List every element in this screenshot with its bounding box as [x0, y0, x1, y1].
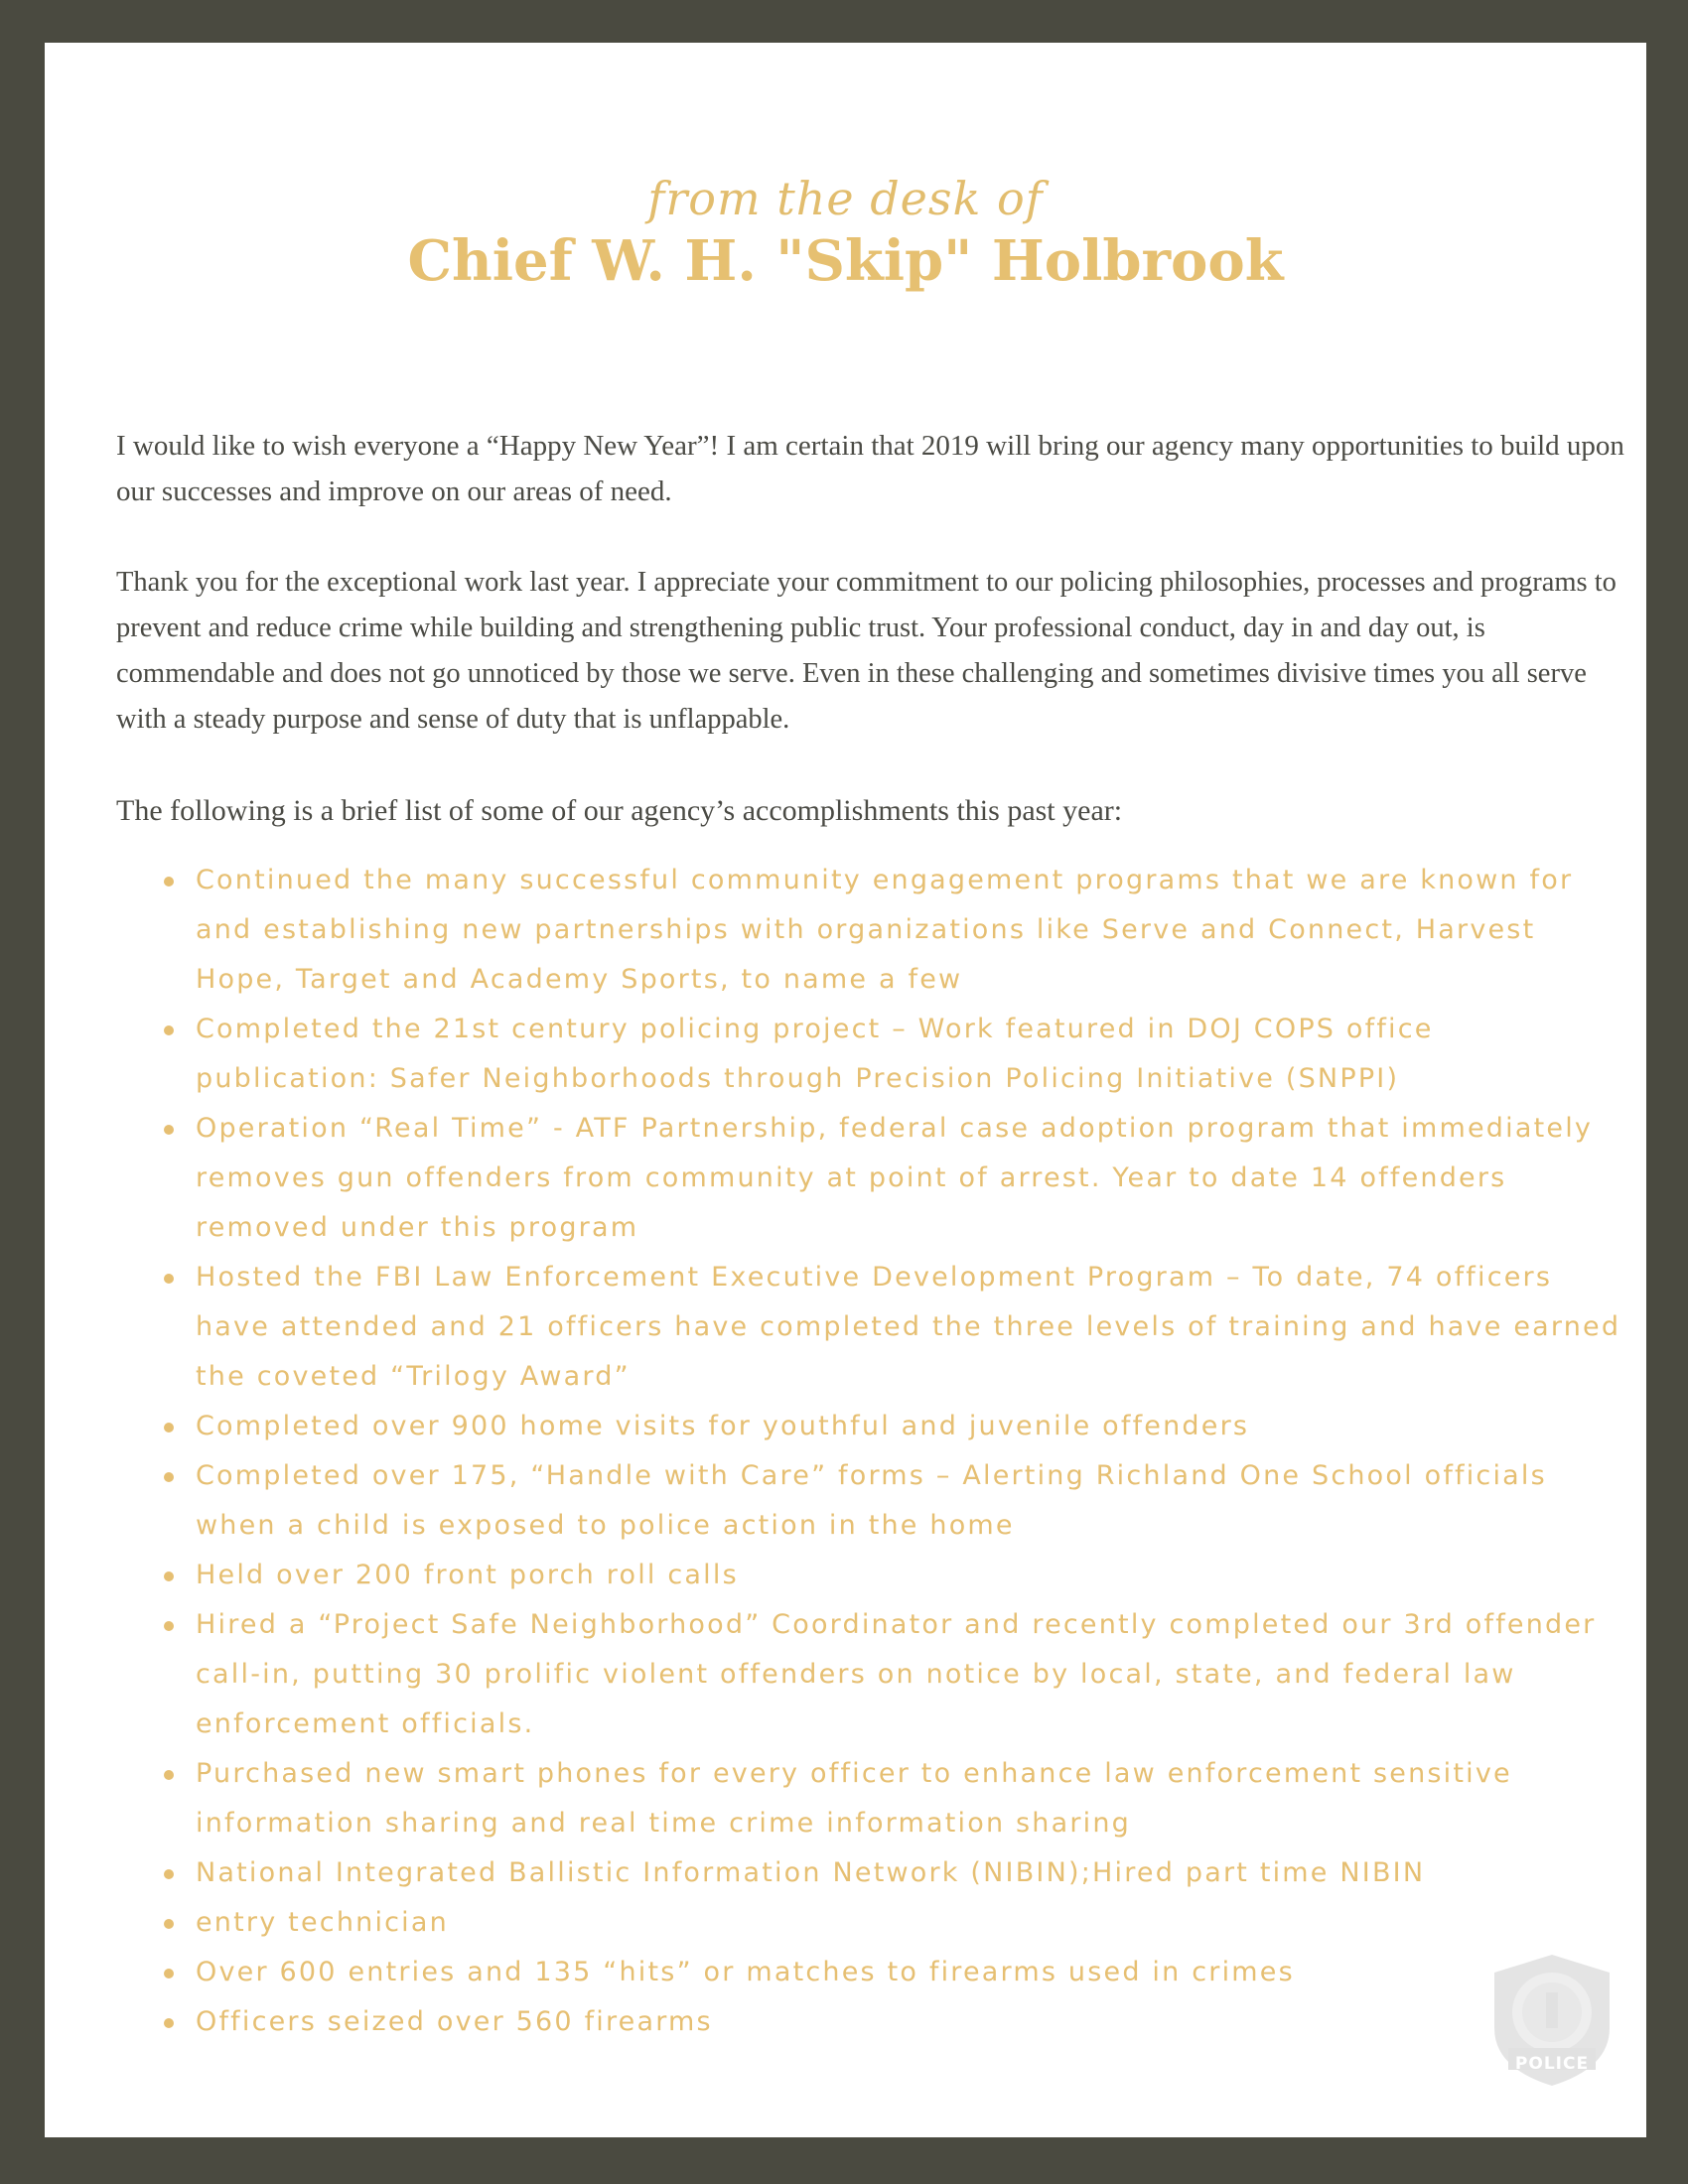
paragraph-thanks: Thank you for the exceptional work last year. I appreciate your commitment to our policing philosophies, processes and programs to prevent and reduce crime while building and strengthening public trust. Your professional conduct, day in and day out, is commendable and does not go unnoticed by those we serve. Even in these challenging and sometimes divisive times you all serve with a steady purpose and sense of duty that is unflappable.: [116, 567, 1617, 735]
list-item: [116, 1898, 1625, 1948]
list-item: [116, 1997, 1625, 2047]
letter-page: [45, 43, 1646, 2137]
bullet-icon: [164, 1621, 174, 1631]
list-item-text: Officers seized over 560 firearms: [196, 2006, 713, 2037]
list-item: [116, 1005, 1625, 1104]
letter-title: Chief W. H. "Skip" Holbrook: [407, 228, 1284, 294]
list-item: [116, 1253, 1625, 1402]
accomplishments-list: [116, 856, 1625, 2047]
list-item: [116, 1104, 1625, 1253]
bullet-icon: [164, 1869, 174, 1879]
letter-subtitle: from the desk of: [647, 172, 1044, 225]
list-item-text: Held over 200 front porch roll calls: [196, 1560, 739, 1590]
paragraph-greeting: I would like to wish everyone a “Happy New Year”! I am certain that 2019 will bring our agency many opportunities to build upon our successes and improve on our areas of need.: [116, 430, 1624, 507]
list-item-text: Purchased new smart phones for every officer to enhance law enforcement sensitive information sharing and real time crime information sharing: [196, 1758, 1512, 1839]
bullet-icon: [164, 1571, 174, 1581]
list-item-text: Over 600 entries and 135 “hits” or matches to firearms used in crimes: [196, 1957, 1295, 1987]
letter-body: [116, 423, 1625, 2047]
list-intro: The following is a brief list of some of our agency’s accomplishments this past year:: [116, 794, 1123, 827]
list-item: [116, 1948, 1625, 1997]
list-item-text: Completed over 900 home visits for youthful and juvenile offenders: [196, 1411, 1250, 1441]
seal-label: POLICE: [1514, 2054, 1590, 2074]
bullet-icon: [164, 1919, 174, 1929]
list-item: [116, 1749, 1625, 1848]
list-item-text: Completed over 175, “Handle with Care” forms – Alerting Richland One School officials when a child is exposed to police action in the home: [196, 1460, 1547, 1541]
list-item-text: Completed the 21st century policing project – Work featured in DOJ COPS office publication: Safer Neighborhoods through Precision Policing Initiative (SNPPI): [196, 1014, 1434, 1094]
list-item-text: Operation “Real Time” - ATF Partnership, federal case adoption program that immediately removes gun offenders from community at point of arrest. Year to date 14 offenders removed under this program: [196, 1113, 1594, 1243]
list-item-text: Hired a “Project Safe Neighborhood” Coordinator and recently completed our 3rd offender call-in, putting 30 prolific violent offenders on notice by local, state, and federal law enforcement officials.: [196, 1609, 1597, 1739]
bullet-icon: [164, 1025, 174, 1035]
list-item-text: Hosted the FBI Law Enforcement Executive Development Program – To date, 74 officers have attended and 21 officers have completed the three levels of training and have earned the coveted “Trilogy Award”: [196, 1262, 1621, 1392]
list-item: [116, 1551, 1625, 1600]
list-item: [116, 1848, 1625, 1898]
bullet-icon: [164, 2018, 174, 2028]
bullet-icon: [164, 1125, 174, 1135]
police-seal-icon: [1482, 1951, 1621, 2090]
bullet-icon: [164, 877, 174, 887]
bullet-icon: [164, 1423, 174, 1433]
list-item: [116, 1600, 1625, 1749]
list-item-text: entry technician: [196, 1907, 449, 1938]
bullet-icon: [164, 1472, 174, 1482]
list-item-text: Continued the many successful community engagement programs that we are known for and establishing new partnerships with organizations like Serve and Connect, Harvest Hope, Target and Academy Sports, to name a few: [196, 865, 1574, 995]
list-item: [116, 1402, 1625, 1451]
bullet-icon: [164, 1274, 174, 1284]
list-item: [116, 1451, 1625, 1551]
list-item-text: National Integrated Ballistic Information Network (NIBIN);Hired part time NIBIN: [196, 1857, 1426, 1888]
bullet-icon: [164, 1969, 174, 1979]
bullet-icon: [164, 1770, 174, 1780]
list-item: [116, 856, 1625, 1005]
